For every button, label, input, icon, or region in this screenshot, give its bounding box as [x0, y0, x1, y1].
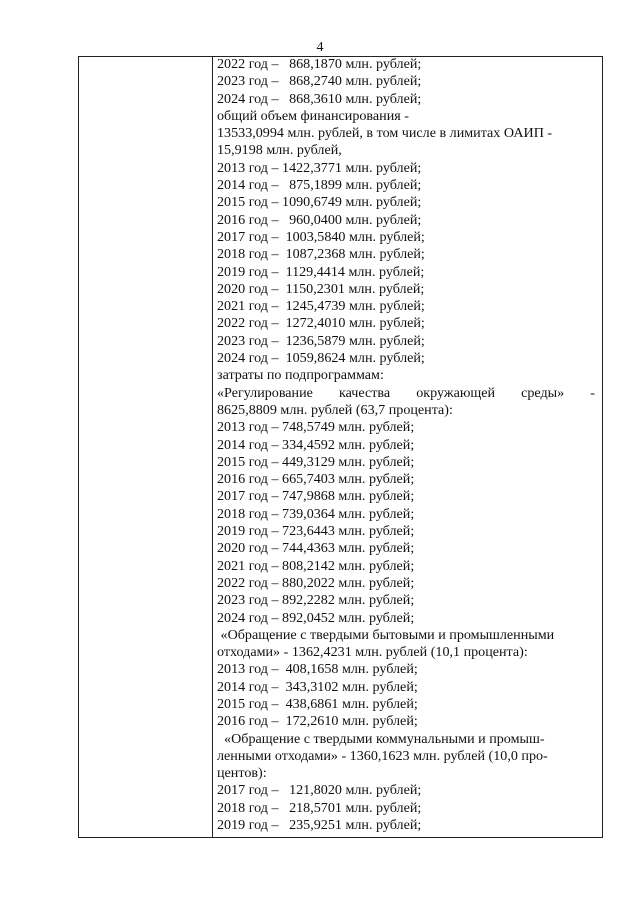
text-line: 2022 год – 1272,4010 млн. рублей;	[217, 315, 425, 332]
text-line: 8625,8809 млн. рублей (63,7 процента):	[217, 401, 453, 418]
text-line: 2021 год – 1245,4739 млн. рублей;	[217, 298, 425, 315]
text-line: 2023 год – 1236,5879 млн. рублей;	[217, 332, 425, 349]
text-line: 2018 год – 739,0364 млн. рублей;	[217, 505, 415, 522]
table-right-border	[602, 56, 603, 838]
text-line: 2019 год – 1129,4414 млн. рублей;	[217, 263, 425, 280]
word: -	[590, 384, 595, 401]
text-line: 2017 год – 1003,5840 млн. рублей;	[217, 228, 425, 245]
table-left-border	[78, 56, 79, 838]
text-line: центов):	[217, 765, 267, 782]
text-line: 2023 год – 868,2740 млн. рублей;	[217, 73, 422, 90]
text-line: «Обращение с твердыми бытовыми и промышленными	[217, 626, 555, 643]
text-line: 2017 год – 121,8020 млн. рублей;	[217, 782, 422, 799]
text-line: 2024 год – 1059,8624 млн. рублей;	[217, 350, 425, 367]
word: «Регулирование	[217, 384, 313, 401]
word: среды»	[521, 384, 565, 401]
text-line: 2015 год – 1090,6749 млн. рублей;	[217, 194, 422, 211]
text-line: общий объем финансирования -	[217, 107, 409, 124]
text-line: 2015 год – 449,3129 млн. рублей;	[217, 453, 415, 470]
text-line: 2022 год – 868,1870 млн. рублей;	[217, 56, 422, 72]
text-line: 2018 год – 218,5701 млн. рублей;	[217, 799, 422, 816]
text-line: 2023 год – 892,2282 млн. рублей;	[217, 592, 415, 609]
text-line: 2022 год – 880,2022 млн. рублей;	[217, 574, 415, 591]
text-line: 2019 год – 235,9251 млн. рублей;	[217, 817, 422, 834]
text-line: 2014 год – 875,1899 млн. рублей;	[217, 177, 422, 194]
text-line: 2024 год – 868,3610 млн. рублей;	[217, 90, 422, 107]
text-line: 2016 год – 960,0400 млн. рублей;	[217, 211, 422, 228]
text-line: 2015 год – 438,6861 млн. рублей;	[217, 695, 418, 712]
text-line: 2013 год – 748,5749 млн. рублей;	[217, 419, 415, 436]
text-line: затраты по подпрограммам:	[217, 367, 384, 384]
text-line: 2014 год – 343,3102 млн. рублей;	[217, 678, 418, 695]
text-line: 2020 год – 744,4363 млн. рублей;	[217, 540, 415, 557]
word: окружающей	[416, 384, 496, 401]
table-right-cell	[217, 56, 595, 834]
text-line: 15,9198 млн. рублей,	[217, 142, 342, 159]
table-column-divider	[212, 56, 213, 838]
text-line: «Обращение с твердыми коммунальными и промыш-	[217, 730, 545, 747]
justified-subprogram-title	[217, 385, 595, 402]
text-line: 2024 год – 892,0452 млн. рублей;	[217, 609, 415, 626]
page-number: 4	[316, 40, 324, 55]
text-line: 2017 год – 747,9868 млн. рублей;	[217, 488, 415, 505]
text-line: 2013 год – 1422,3771 млн. рублей;	[217, 159, 422, 176]
text-line: 2016 год – 172,2610 млн. рублей;	[217, 713, 418, 730]
text-line: 2019 год – 723,6443 млн. рублей;	[217, 523, 415, 540]
text-line: 2020 год – 1150,2301 млн. рублей;	[217, 280, 425, 297]
text-line: 2014 год – 334,4592 млн. рублей;	[217, 436, 415, 453]
table-bottom-border	[78, 837, 602, 838]
text-line: 2021 год – 808,2142 млн. рублей;	[217, 557, 415, 574]
text-line: 2018 год – 1087,2368 млн. рублей;	[217, 246, 425, 263]
text-line: 2013 год – 408,1658 млн. рублей;	[217, 661, 418, 678]
text-line: 13533,0994 млн. рублей, в том числе в лимитах ОАИП -	[217, 125, 553, 142]
document-table	[78, 56, 602, 838]
text-line: отходами» - 1362,4231 млн. рублей (10,1 процента):	[217, 644, 528, 661]
text-line: ленными отходами» - 1360,1623 млн. рублей (10,0 про-	[217, 747, 548, 764]
word: качества	[338, 384, 391, 401]
text-line: 2016 год – 665,7403 млн. рублей;	[217, 471, 415, 488]
